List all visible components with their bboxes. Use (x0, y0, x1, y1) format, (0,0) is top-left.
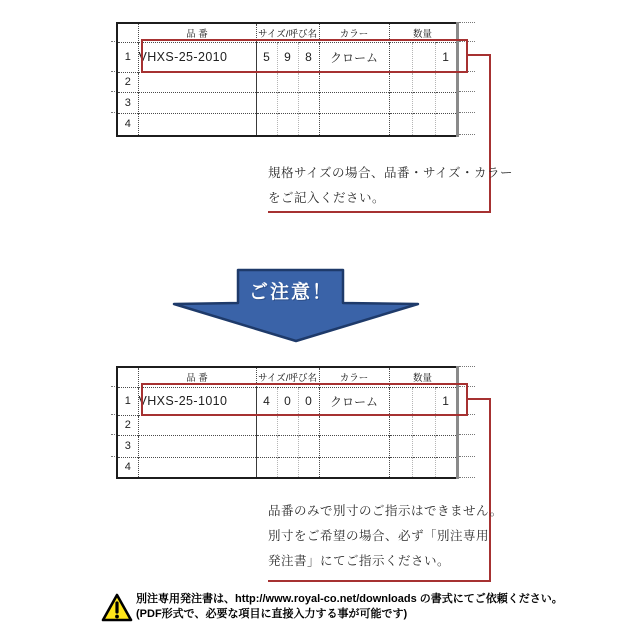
highlight-box-row1-table1 (141, 39, 468, 73)
header-part-number: 品 番 (138, 23, 256, 42)
table-row (117, 415, 457, 435)
caution-label: ご注意！ (248, 282, 333, 303)
row-number: 2 (117, 415, 138, 435)
warning-triangle-icon (101, 593, 133, 623)
row-number: 3 (117, 92, 138, 113)
callout-line (466, 398, 491, 400)
table-row (117, 113, 457, 136)
size-digit-cell: 8 (298, 42, 319, 72)
part-number-cell: VHXS-25-1010 (138, 387, 256, 415)
header-size: サイズ/呼び名 (256, 367, 319, 387)
header-part-number: 品 番 (138, 367, 256, 387)
note-line: 発注書」にてご指示ください。 (268, 554, 451, 568)
color-cell: クローム (319, 42, 389, 72)
row-number: 1 (117, 42, 138, 72)
table-row (117, 457, 457, 478)
size-digit-cell: 0 (298, 387, 319, 415)
row-number: 2 (117, 72, 138, 92)
size-digit-cell: 5 (256, 42, 277, 72)
dotted-stub (111, 112, 115, 113)
header-color: カラー (319, 367, 389, 387)
size-digit-cell: 9 (277, 42, 298, 72)
callout-line (268, 211, 491, 213)
dotted-stub (459, 434, 475, 435)
dotted-stub (459, 22, 475, 23)
dotted-stub (111, 456, 115, 457)
callout-line (268, 580, 491, 582)
row-number: 4 (117, 113, 138, 136)
row-number: 1 (117, 387, 138, 415)
note-line: 規格サイズの場合、品番・サイズ・カラー (268, 166, 514, 180)
dotted-stub (459, 477, 475, 478)
part-number-cell: VHXS-25-2010 (138, 42, 256, 72)
dotted-stub (111, 414, 115, 415)
highlight-box-row1-table2 (141, 383, 468, 416)
size-digit-cell: 0 (277, 387, 298, 415)
header-rowno (117, 367, 138, 387)
header-size: サイズ/呼び名 (256, 23, 319, 42)
table-row (117, 435, 457, 457)
dotted-stub (111, 386, 115, 387)
row-number: 4 (117, 457, 138, 478)
header-rowno (117, 23, 138, 42)
qty-cell: 1 (435, 387, 457, 415)
row-number: 3 (117, 435, 138, 457)
color-cell: クローム (319, 387, 389, 415)
dotted-stub (111, 434, 115, 435)
dotted-stub (459, 134, 475, 135)
callout-line (466, 54, 491, 56)
note-standard-size (268, 161, 513, 211)
size-digit-cell: 4 (256, 387, 277, 415)
dotted-stub (459, 112, 475, 113)
dotted-stub (111, 41, 115, 42)
footer-warning-line2: (PDF形式で、必要な項目に直接入力する事が可能です) (136, 608, 408, 620)
dotted-stub (459, 91, 475, 92)
header-qty: 数量 (389, 23, 457, 42)
dotted-stub (459, 456, 475, 457)
note-custom-size (268, 499, 503, 574)
dotted-stub (459, 366, 475, 367)
header-color: カラー (319, 23, 389, 42)
note-line: 品番のみで別寸のご指示はできません。 (268, 504, 503, 518)
footer-warning (136, 592, 563, 622)
qty-cell: 1 (435, 42, 457, 72)
dotted-stub (111, 91, 115, 92)
footer-warning-line1: 別注専用発注書は、http://www.royal-co.net/downloads の書式にてご依頼ください。 (136, 593, 563, 605)
table-row (117, 72, 457, 92)
header-qty: 数量 (389, 367, 457, 387)
note-line: をご記入ください。 (268, 191, 386, 205)
note-line: 別寸をご希望の場合、必ず「別注専用 (268, 529, 490, 543)
table-row (117, 92, 457, 113)
dotted-stub (111, 71, 115, 72)
